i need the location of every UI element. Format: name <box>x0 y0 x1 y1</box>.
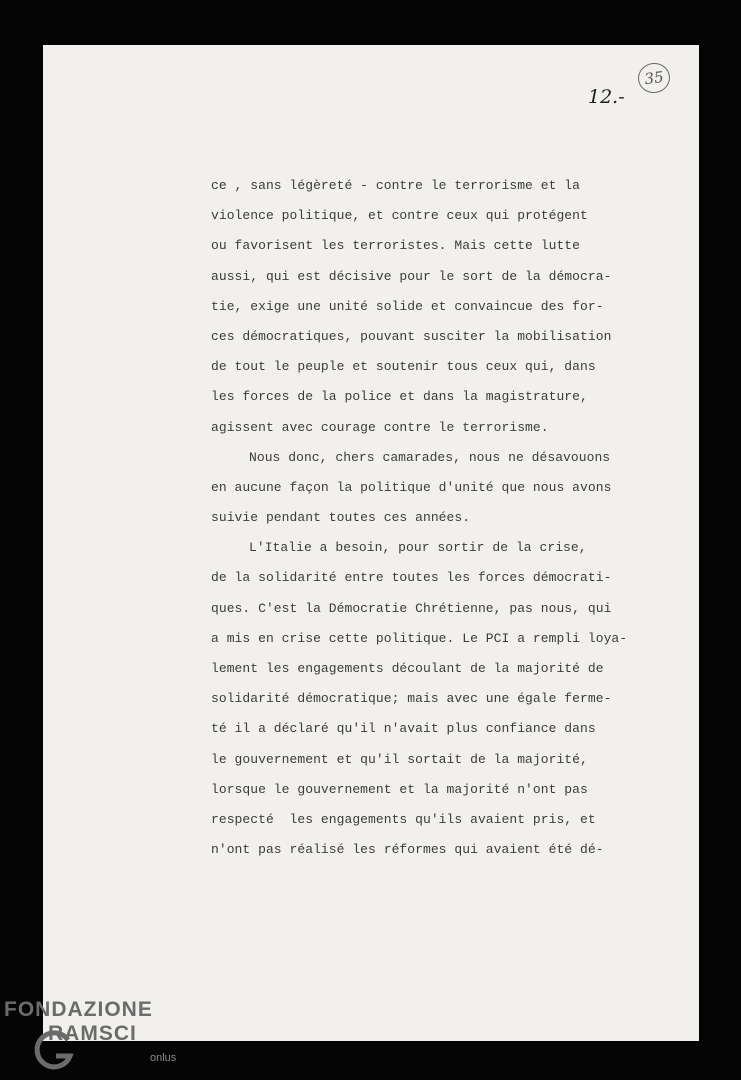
archive-number-stamp: 35 <box>636 61 672 95</box>
page-number: 12.- <box>588 86 625 108</box>
text-line: en aucune façon la politique d'unité que nous avons <box>211 479 612 495</box>
text-line: agissent avec courage contre le terrorisme. <box>211 419 549 435</box>
text-line: aussi, qui est décisive pour le sort de la démocra- <box>211 268 612 284</box>
logo-line1: FONDAZIONE <box>4 998 153 1021</box>
text-line: solidarité démocratique; mais avec une égale ferme- <box>211 691 612 707</box>
text-line: lorsque le gouvernement et la majorité n'ont pas <box>211 781 588 797</box>
text-line: le gouvernement et qu'il sortait de la majorité, <box>211 751 588 767</box>
text-line: tie, exige une unité solide et convaincue des for- <box>211 298 604 314</box>
text-line: L'Italie a besoin, pour sortir de la crise, <box>249 540 587 556</box>
text-line: té il a déclaré qu'il n'avait plus confiance dans <box>211 721 596 737</box>
fondazione-gramsci-logo <box>4 998 189 1078</box>
text-line: ou favorisent les terroristes. Mais cette lutte <box>211 238 581 254</box>
logo-suffix: onlus <box>150 1052 177 1064</box>
text-line: lement les engagements découlant de la majorité de <box>211 661 604 676</box>
text-line: violence politique, et contre ceux qui protégent <box>211 208 588 224</box>
text-line: respecté les engagements qu'ils avaient pris, et <box>211 811 596 827</box>
text-line: suivie pendant toutes ces années. <box>211 510 471 526</box>
text-line: ces démocratiques, pouvant susciter la mobilisation <box>211 328 612 344</box>
body-text <box>211 171 666 865</box>
text-line: Nous donc, chers camarades, nous ne désavouons <box>249 449 611 465</box>
logo-line2: RAMSCI <box>48 1022 137 1045</box>
text-line: n'ont pas réalisé les réformes qui avaient été dé- <box>211 842 604 858</box>
text-line: les forces de la police et dans la magistrature, <box>211 389 588 405</box>
text-line: de tout le peuple et soutenir tous ceux qui, dans <box>211 359 596 375</box>
text-line: ce , sans légèreté - contre le terrorisme et la <box>211 178 581 193</box>
text-line: ques. C'est la Démocratie Chrétienne, pas nous, qui <box>211 600 612 616</box>
document-page <box>43 45 699 1041</box>
text-line: de la solidarité entre toutes les forces démocrati- <box>211 570 612 586</box>
text-line: a mis en crise cette politique. Le PCI a rempli loya- <box>211 630 628 646</box>
